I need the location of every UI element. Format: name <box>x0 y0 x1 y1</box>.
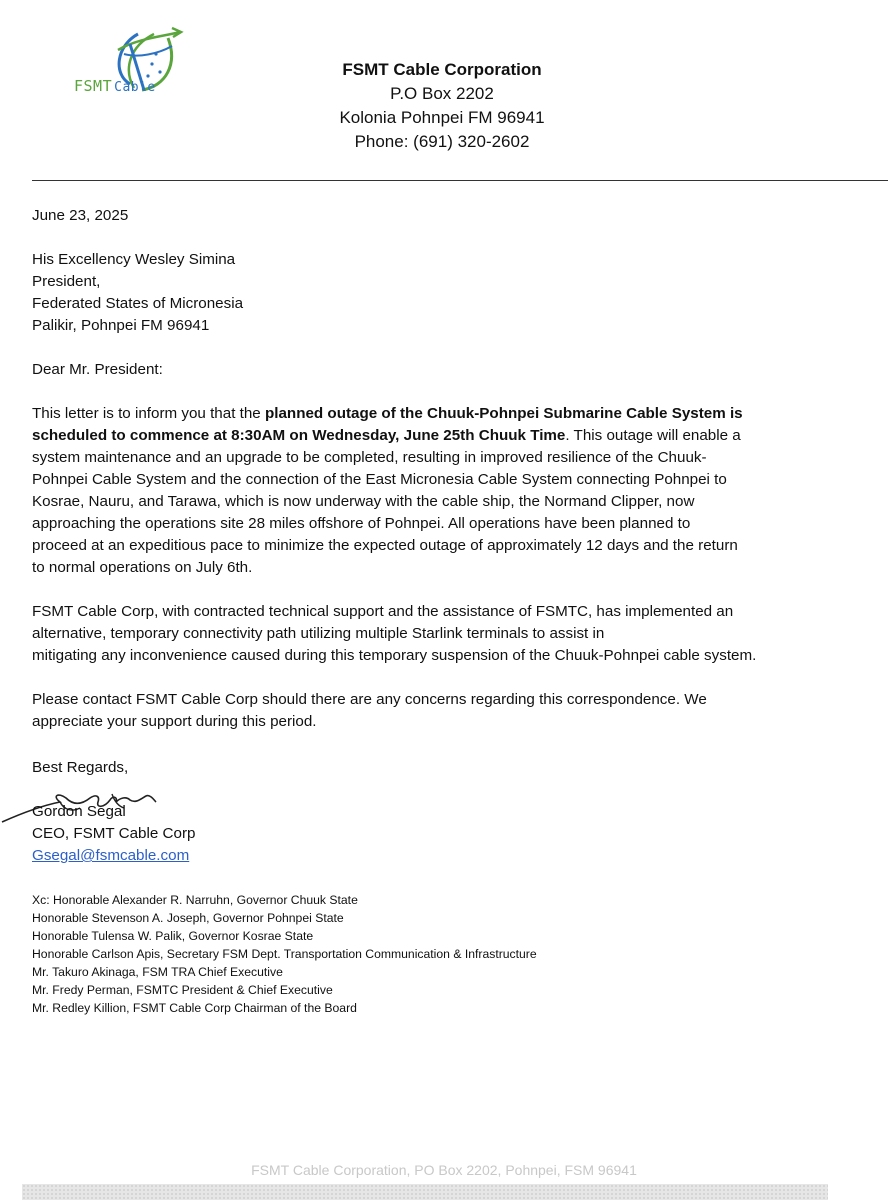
closing <box>32 757 832 779</box>
cc-item: Mr. Redley Killion, FSMT Cable Corp Chairman of the Board <box>32 1001 357 1015</box>
p1-line-1 <box>32 403 832 425</box>
p1-line-1-b: planned outage of the Chuuk-Pohnpei Submarine Cable System is <box>264 405 743 422</box>
signer-name: Gordon Segal <box>32 803 126 820</box>
cc-item: Mr. Fredy Perman, FSMTC President & Chief Executive <box>32 983 333 997</box>
p1-line-6: approaching the operations site 28 miles offshore of Pohnpei. All operations have been planned to <box>32 515 691 532</box>
p1-line-7: proceed at an expeditious pace to minimize the expected outage of approximately 12 days and the return <box>32 537 738 554</box>
recipient-line-1: His Excellency Wesley Simina <box>32 251 236 268</box>
address-line-1: P.O Box 2202 <box>390 84 494 103</box>
header-divider <box>32 180 888 181</box>
p1-line-2 <box>32 425 832 447</box>
p2-line-3: mitigating any inconvenience caused during this temporary suspension of the Chuuk-Pohnpei cable system. <box>32 647 757 664</box>
p1-line-3: system maintenance and an upgrade to be completed, resulting in improved resilience of the Chuuk- <box>32 449 707 466</box>
cc-item: Honorable Tulensa W. Palik, Governor Kosrae State <box>32 929 314 943</box>
footer-band <box>22 1184 828 1200</box>
address-line-2: Kolonia Pohnpei FM 96941 <box>339 108 545 127</box>
p3-line-1: Please contact FSMT Cable Corp should there are any concerns regarding this correspondence. We <box>32 691 707 708</box>
paragraph-1 <box>32 403 832 579</box>
paragraph-3 <box>32 689 832 733</box>
p1-line-1-a: This letter is to inform you that the <box>32 405 265 422</box>
salutation <box>32 359 832 381</box>
cc-item: Mr. Takuro Akinaga, FSM TRA Chief Executive <box>32 965 283 979</box>
p1-line-2-b: . This outage will enable a <box>565 427 741 444</box>
cc-item: Honorable Stevenson A. Joseph, Governor Pohnpei State <box>32 911 344 925</box>
recipient-line-4: Palikir, Pohnpei FM 96941 <box>32 317 210 334</box>
cc-list <box>32 891 537 1017</box>
signer-email-link[interactable]: Gsegal@fsmcable.com <box>32 847 190 864</box>
p1-line-2-a: scheduled to commence at 8:30AM on Wednesday, June 25th Chuuk Time <box>32 427 566 444</box>
cc-item: Honorable Carlson Apis, Secretary FSM Dept. Transportation Communication & Infrastructure <box>32 947 537 961</box>
salutation-text: Dear Mr. President: <box>32 361 163 378</box>
recipient-line-3: Federated States of Micronesia <box>32 295 244 312</box>
p1-line-4: Pohnpei Cable System and the connection of the East Micronesia Cable System connecting Pohnpei to <box>32 471 727 488</box>
signer-title: CEO, FSMT Cable Corp <box>32 825 196 842</box>
company-name: FSMT Cable Corporation <box>342 60 542 79</box>
phone: Phone: (691) 320-2602 <box>354 132 530 151</box>
closing-text: Best Regards, <box>32 759 129 776</box>
letterhead <box>300 58 584 154</box>
letter-date <box>32 205 832 227</box>
cc-item: Xc: Honorable Alexander R. Narruhn, Governor Chuuk State <box>32 893 358 907</box>
p2-line-2: alternative, temporary connectivity path utilizing multiple Starlink terminals to assist in <box>32 625 605 642</box>
logo-text-main: FSMT <box>74 77 113 95</box>
page-footer: FSMT Cable Corporation, PO Box 2202, Pohnpei, FSM 96941 <box>251 1162 637 1178</box>
date-text: June 23, 2025 <box>32 207 129 224</box>
p2-line-1: FSMT Cable Corp, with contracted technical support and the assistance of FSMTC, has implemented an <box>32 603 734 620</box>
p3-line-2: appreciate your support during this period. <box>32 713 317 730</box>
p1-line-8: to normal operations on July 6th. <box>32 559 253 576</box>
logo-text <box>74 77 156 95</box>
signer-block <box>32 801 832 867</box>
logo-text-sub: Cable <box>114 80 156 95</box>
p1-line-5: Kosrae, Nauru, and Tarawa, which is now underway with the cable ship, the Normand Clipper, now <box>32 493 695 510</box>
paragraph-2 <box>32 601 832 667</box>
recipient-line-2: President, <box>32 273 101 290</box>
signer-email-line <box>32 845 832 867</box>
recipient-block <box>32 249 832 337</box>
